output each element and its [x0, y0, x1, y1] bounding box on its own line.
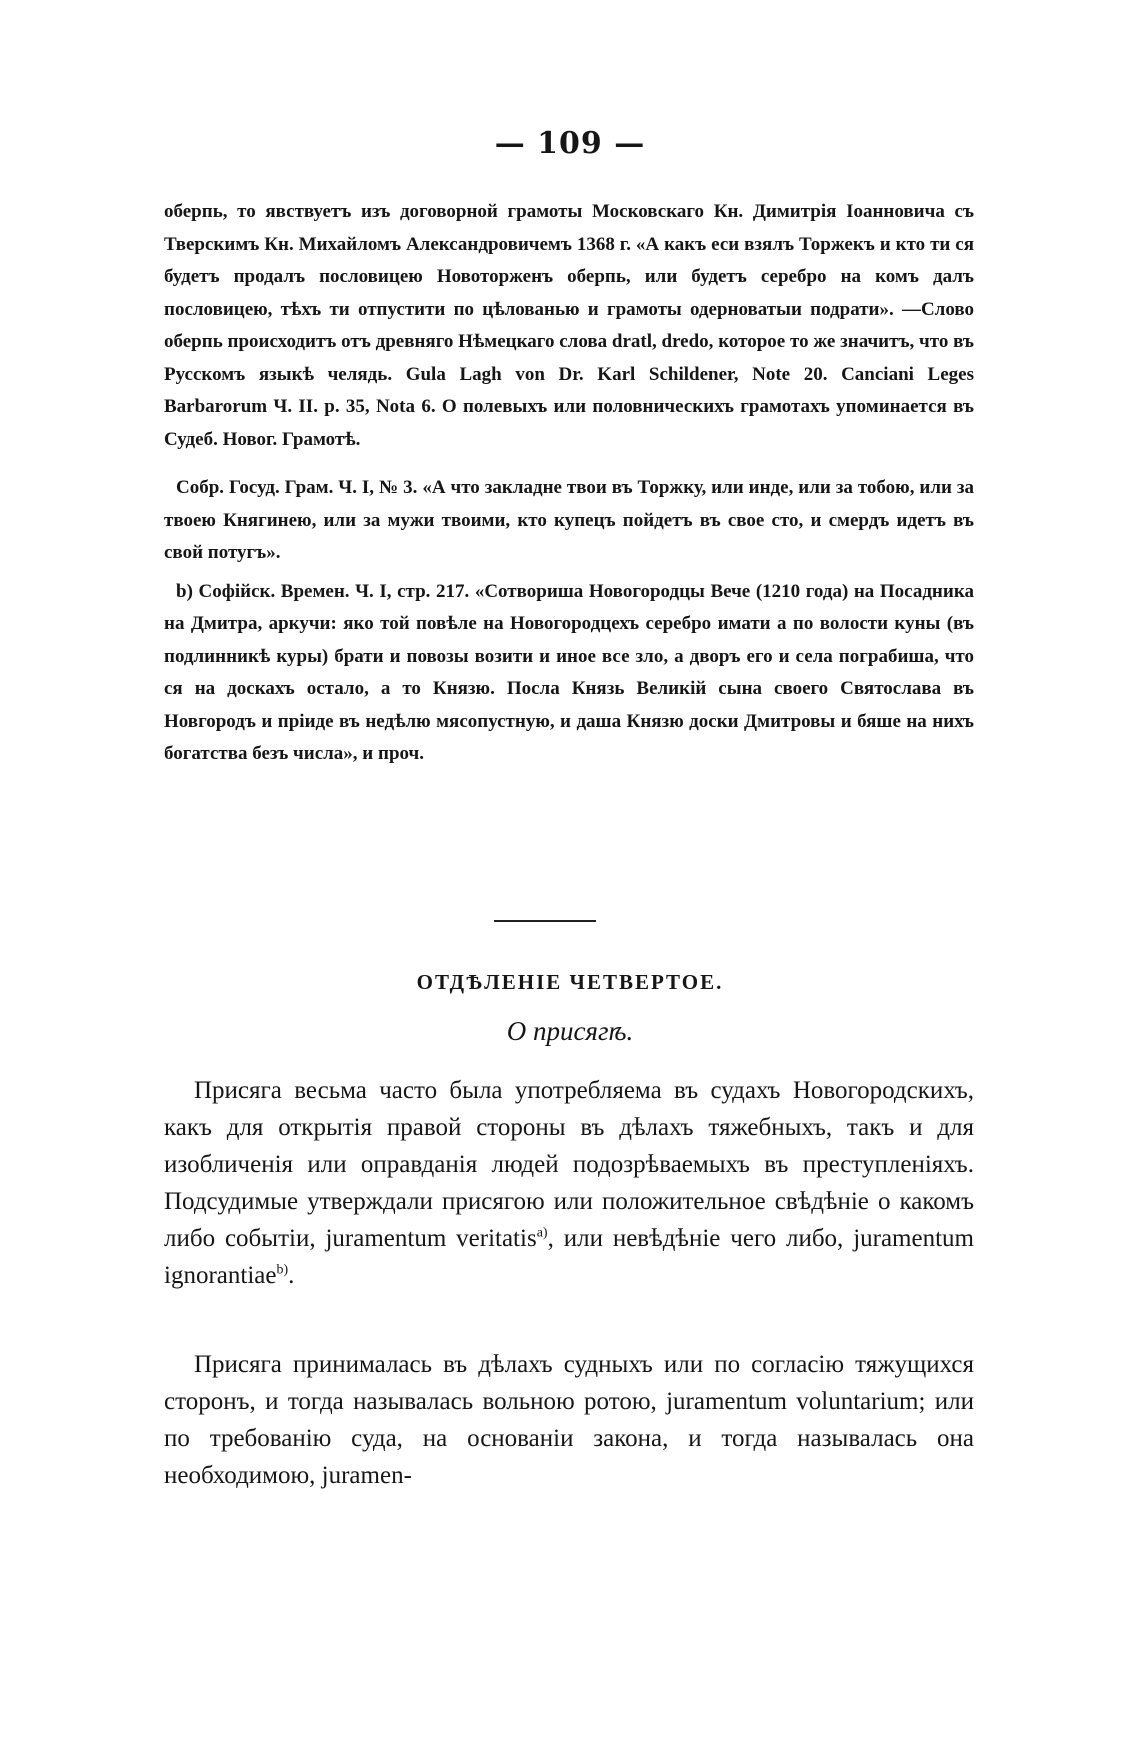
- body-text: Присяга принималась въ дѣлахъ судныхъ или по согласію тяжущихся сторонъ, и тогда называлась вольною ротою, juramentum voluntarium; или по требованію суда, на основаніи закона, и тогда называлась она необходимою, juramen-: [164, 1351, 974, 1489]
- body-text: Присяга весьма часто была употребляема въ судахъ Новогородскихъ, какъ для открытія правой стороны въ дѣлахъ тяжебныхъ, такъ и для изобличенія или оправданія людей подозрѣваемыхъ въ преступленіяхъ. Подсудимые утверждали присягою или положительное свѣдѣніе о какомъ либо событіи, juramentum veritatis: [164, 1077, 974, 1252]
- body-paragraph-1: [164, 1072, 974, 1294]
- footnote-paragraph: Собр. Госуд. Грам. Ч. I, № 3. «А что закладне твои въ Торжку, или инде, или за тобою, или за твоею Княгинею, или за мужи твоими, кто купецъ пойдетъ въ свое сто, и смердъ идетъ въ свой потугъ».: [164, 477, 974, 563]
- page-number: — 109 —: [494, 126, 646, 161]
- section-title: ОТДѢЛЕНІЕ ЧЕТВЕРТОЕ.: [416, 970, 724, 994]
- body-paragraph-2: [164, 1346, 974, 1494]
- body-text: , или невѣдѣніе чего либо, juramentum ignorantiae: [164, 1225, 974, 1289]
- footnote-paragraph: b) Софійск. Времен. Ч. I, стр. 217. «Сотвориша Новогородцы Вече (1210 года) на Посадника на Дмитра, аркучи: яко той повѣле на Новогородцехъ серебро имати а по волости куны (въ подлинникѣ куры) брати и повозы возити и иное все зло, а дворъ его и села пограбиша, что ся на доскахъ остало, а то Князю. Посла Князь Великій сына своего Святослава въ Новгородъ и пріиде въ недѣлю мясопустную, и даша Князю доски Дмитровы и бяше на нихъ богатства безъ числа», и проч.: [164, 580, 974, 764]
- body-text: .: [288, 1262, 295, 1289]
- section-subtitle: О присягѣ.: [506, 1016, 634, 1046]
- footnote-paragraph: оберпь, то явствуетъ изъ договорной грамоты Московскаго Кн. Димитрія Іоанновича съ Тверскимъ Кн. Михайломъ Александровичемъ 1368 г. «А какъ еси взялъ Торжекъ и кто ти ся будетъ продалъ пословицею Новоторженъ оберпь, или будетъ серебро на комъ далъ пословицею, тѣхъ ти отпустити по цѣлованью и грамоты одерноватыи подрати». —Слово оберпь происходитъ отъ древняго Нѣмецкаго слова dratl, dredo, которое то же значитъ, что въ Русскомъ языкѣ челядь. Gula Lagh von Dr. Karl Schildener, Note 20. Canciani Leges Barbarorum Ч. II. p. 35, Nota 6. О полевыхъ или половническихъ грамотахъ упоминается въ Судеб. Новог. Грамотѣ.: [164, 201, 974, 450]
- section-divider: [494, 920, 596, 922]
- footnotes: [164, 196, 974, 771]
- footnote-ref-b: b): [276, 1262, 289, 1278]
- footnote-ref-a: a): [536, 1225, 548, 1241]
